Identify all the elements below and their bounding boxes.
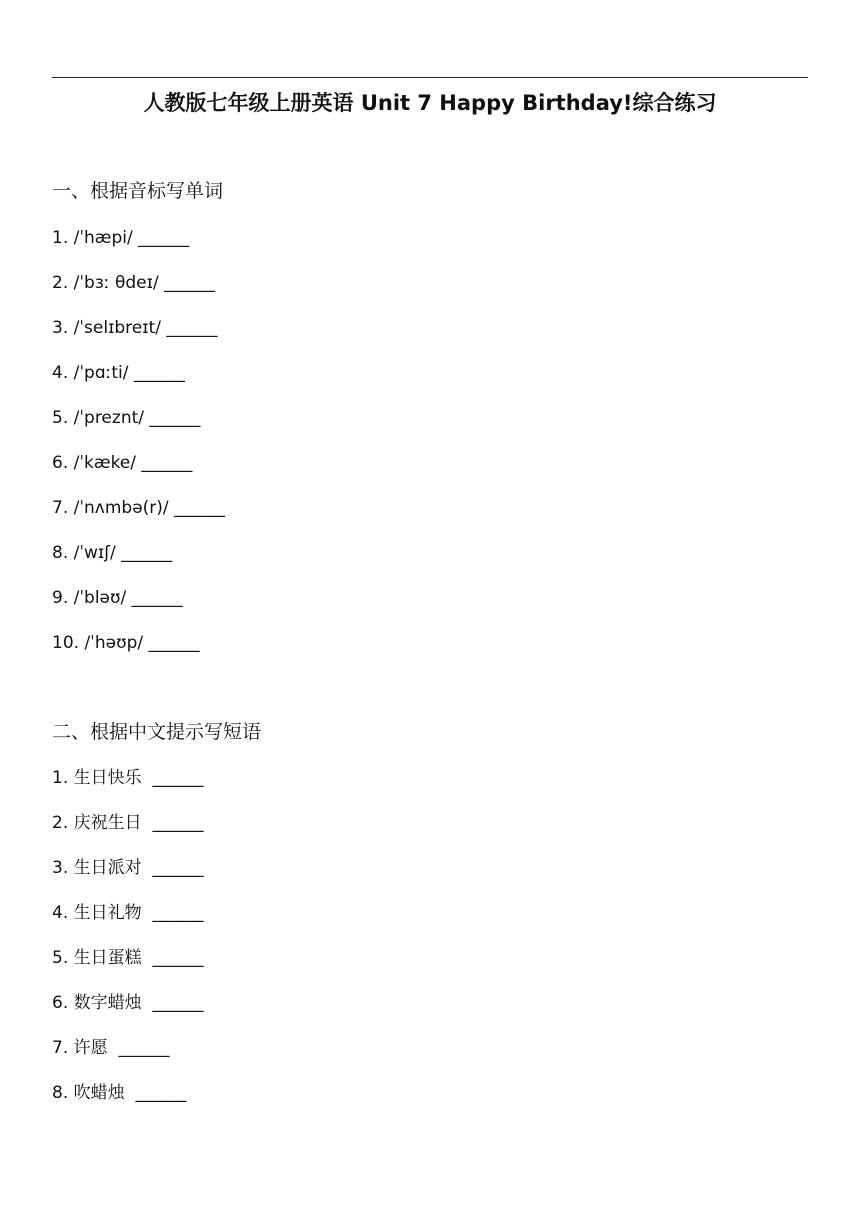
item-number: 4. [52,903,74,923]
answer-blank: ______ [152,768,204,788]
item-number: 6. [52,993,74,1013]
answer-blank: ______ [118,1038,170,1058]
phrase-prompt: 生日派对 [73,858,153,878]
section2-item-4 [52,901,203,925]
section2-item-7 [52,1036,169,1060]
answer-blank: ______ [174,498,226,518]
phrase-prompt: 吹蜡烛 [73,1083,136,1103]
section1-item-10 [52,631,200,655]
answer-blank: ______ [138,228,190,248]
item-number: 4. [52,363,74,383]
answer-blank: ______ [148,633,200,653]
item-number: 5. [52,948,74,968]
answer-blank: ______ [135,1083,187,1103]
phrase-prompt: 生日礼物 [73,903,153,923]
item-number: 2. [52,273,74,293]
section1-item-2 [52,271,215,295]
section2-item-1 [52,766,203,790]
section1-item-6 [52,451,192,475]
answer-blank: ______ [133,363,185,383]
section1-item-4 [52,361,185,385]
section2-item-5 [52,946,203,970]
item-number: 6. [52,453,74,473]
item-number: 1. [52,228,74,248]
section2-item-8 [52,1081,186,1105]
answer-blank: ______ [164,273,216,293]
section1-item-5 [52,406,200,430]
answer-blank: ______ [152,948,204,968]
phrase-prompt: 生日蛋糕 [73,948,153,968]
phonetic-text: /ˈwɪʃ/ [73,543,122,563]
section1-heading: 一、根据音标写单词 [52,180,224,202]
item-number: 9. [52,588,74,608]
phrase-prompt: 生日快乐 [73,768,153,788]
section1-item-8 [52,541,172,565]
phrase-prompt: 庆祝生日 [73,813,153,833]
section1-item-7 [52,496,225,520]
item-number: 3. [52,858,74,878]
item-number: 8. [52,1083,74,1103]
answer-blank: ______ [121,543,173,563]
phonetic-text: /ˈkæke/ [73,453,142,473]
phonetic-text: /ˈhæpi/ [73,228,139,248]
phonetic-text: /ˈbɜː θdeɪ/ [73,273,165,293]
section2-item-6 [52,991,203,1015]
phonetic-text: /ˈbləʊ/ [73,588,132,608]
answer-blank: ______ [152,858,204,878]
document-title: 人教版七年级上册英语 Unit 7 Happy Birthday!综合练习 [143,91,717,115]
section1-item-9 [52,586,183,610]
item-number: 7. [52,1038,74,1058]
item-number: 1. [52,768,74,788]
answer-blank: ______ [152,903,204,923]
phonetic-text: /ˈhəʊp/ [84,633,149,653]
phonetic-text: /ˈnʌmbə(r)/ [73,498,175,518]
item-number: 3. [52,318,74,338]
answer-blank: ______ [131,588,183,608]
answer-blank: ______ [152,993,204,1013]
section1-item-1 [52,226,189,250]
item-number: 7. [52,498,74,518]
phrase-prompt: 许愿 [73,1038,119,1058]
phonetic-text: /ˈselɪbreɪt/ [73,318,167,338]
item-number: 2. [52,813,74,833]
answer-blank: ______ [141,453,193,473]
phonetic-text: /ˈpɑːti/ [73,363,134,383]
answer-blank: ______ [166,318,218,338]
section2-item-2 [52,811,203,835]
item-number: 8. [52,543,74,563]
section1-item-3 [52,316,217,340]
answer-blank: ______ [152,813,204,833]
phonetic-text: /ˈpreznt/ [73,408,150,428]
header-rule [52,77,808,78]
item-number: 10. [52,633,85,653]
answer-blank: ______ [149,408,201,428]
item-number: 5. [52,408,74,428]
section2-heading: 二、根据中文提示写短语 [52,721,262,743]
phrase-prompt: 数字蜡烛 [73,993,153,1013]
section2-item-3 [52,856,203,880]
